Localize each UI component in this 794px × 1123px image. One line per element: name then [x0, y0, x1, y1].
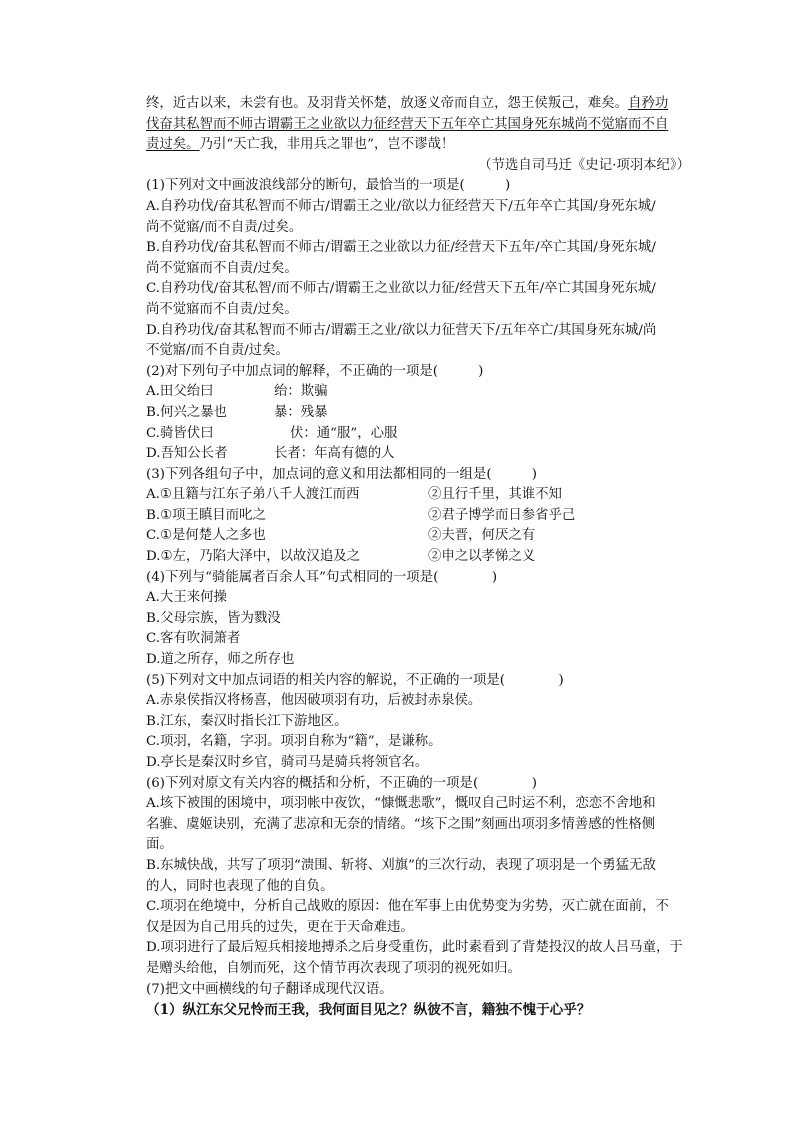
question-4-option-c: C.客有吹洞箫者	[146, 631, 241, 647]
option-explanation: 伏：通“服”，心服	[290, 425, 398, 441]
option-sentence-2: ②君子博学而日参省乎己	[428, 507, 576, 523]
option-sentence-2: ②夫晋，何厌之有	[428, 528, 536, 544]
option-sentence-2: ②且行千里，其谁不知	[428, 487, 562, 503]
question-7-stem: (7)把文中画横线的句子翻译成现代汉语。	[146, 981, 393, 997]
passage-text: 乃引“天亡我，非用兵之罪也”，岂不谬哉！	[199, 137, 455, 153]
question-6-option-b-cont: 的人，同时也表现了他的自负。	[146, 878, 334, 894]
question-2-option-d	[146, 444, 696, 465]
question-6-option-d: D.项羽进行了最后短兵相接地搏杀之后身受重伤，此时素看到了背楚投汉的故人吕马童，于	[146, 940, 683, 956]
question-6-option-c: C.项羽在绝境中，分析自己战败的原因：他在军事上由优势变为劣势，灭亡就在面前，不	[146, 899, 669, 915]
option-explanation: 绐：欺骗	[274, 384, 328, 400]
question-1-option-d-cont: 不觉寤/而不自责/过矣。	[146, 343, 289, 359]
option-sentence: D.吾知公长者	[146, 446, 228, 462]
question-2-option-c	[146, 424, 696, 445]
question-2-option-b	[146, 403, 696, 424]
question-3-option-c	[146, 526, 696, 547]
question-1-option-c: C.自矜功伐/奋其私智/而不师古/谓霸王之业欲以力征/经营天下五年/卒亡其国身死东城/	[146, 281, 656, 297]
question-1-option-b-cont: 尚不觉寤而不自责/过矣。	[146, 260, 298, 276]
question-2-option-a	[146, 382, 696, 403]
question-6-option-d-cont: 是赠头给他，自刎而死，这个情节再次表现了项羽的视死如归。	[146, 960, 521, 976]
option-sentence-1: A.①且籍与江东子弟八千人渡江而西	[146, 487, 360, 503]
option-sentence: A.田父绐曰	[146, 384, 214, 400]
source-citation: （节选自司马迁《史记·项羽本纪》）	[478, 157, 690, 173]
option-sentence: B.何兴之暴也	[146, 404, 228, 420]
question-4-option-b: B.父母宗族，皆为戮没	[146, 610, 281, 626]
question-1-option-b: B.自矜功伐/奋其私智而不师古/谓霸王之业欲以力征/经营天下五年/卒亡其国/身死东城/	[146, 240, 656, 256]
question-4-option-d: D.道之所存，师之所存也	[146, 652, 295, 668]
underlined-sentence: 伐奋其私智而不师古谓霸王之业欲以力征经营天下五年卒亡其国身死东城尚不觉寤而不自	[146, 116, 669, 132]
question-6-stem: (6)下列对原文有关内容的概括和分析，不正确的一项是( )	[146, 775, 537, 791]
passage-line-1	[146, 94, 696, 115]
question-1-option-a: A.自矜功伐/奋其私智而不师古/谓霸王之业/欲以力征经营天下/五年卒亡其国/身死东城/	[146, 198, 656, 214]
question-1-option-d: D.自矜功伐/奋其私智而不师古/谓霸王之业/欲以力征营天下/五年卒亡/其国身死东城/尚	[146, 322, 657, 338]
document-page	[146, 94, 696, 1021]
passage-text: 终，近古以来，未尝有也。及羽背关怀楚，放逐义帝而自立，怨王侯叛己，难矣。	[146, 96, 629, 111]
question-6-option-a-cont: 名骓、虞姬诀别，充满了悲凉和无奈的情绪。“垓下之围”刻画出项羽多情善感的性格侧	[146, 816, 656, 832]
question-1-stem: (1)下列对文中画波浪线部分的断句，最恰当的一项是( )	[146, 178, 511, 194]
question-3-option-b	[146, 506, 696, 527]
option-explanation: 暴：残暴	[274, 404, 328, 420]
question-3-option-d	[146, 547, 696, 568]
question-5-option-b: B.江东，秦汉时指长江下游地区。	[146, 713, 348, 729]
question-7-item-1: （1）纵江东父兄怜而王我，我何面目见之？纵彼不言，籍独不愧于心乎？	[146, 1002, 591, 1019]
underlined-sentence: 责过矣。	[146, 137, 200, 153]
option-sentence: C.骑皆伏曰	[146, 425, 214, 441]
question-4-stem: (4)下列与“骑能属者百余人耳”句式相同的一项是( )	[146, 569, 498, 585]
question-3-option-a	[146, 485, 696, 506]
question-2-stem: (2)对下列句子中加点词的解释，不正确的一项是( )	[146, 363, 484, 379]
passage-line-3	[146, 135, 696, 156]
question-5-option-d: D.亭长是秦汉时乡官，骑司马是骑兵将领官名。	[146, 755, 429, 770]
question-5-stem: (5)下列对文中加点词语的相关内容的解说，不正确的一项是( )	[146, 672, 564, 688]
option-sentence-1: C.①是何楚人之多也	[146, 528, 266, 544]
passage-line-2	[146, 115, 696, 136]
question-3-stem: (3)下列各组句子中，加点词的意义和用法都相同的一组是( )	[146, 466, 537, 482]
question-6-option-c-cont: 仅是因为自己用兵的过失，更在于天命难违。	[146, 919, 414, 935]
question-5-option-c: C.项羽，名籍，字羽。项羽自称为“籍”，是谦称。	[146, 734, 442, 750]
question-4-option-a: A.大王来何操	[146, 590, 227, 606]
question-6-option-a-cont: 面。	[146, 837, 173, 853]
option-sentence-2: ②申之以孝悌之义	[428, 549, 536, 565]
question-1-option-c-cont: 尚不觉寤而不自责/过矣。	[146, 301, 298, 317]
question-6-option-b: B.东城快战，共写了项羽“溃围、斩将、刈旗”的三次行动，表现了项羽是一个勇猛无敌	[146, 857, 656, 873]
option-explanation: 长者：年高有德的人	[274, 446, 395, 462]
question-1-option-a-cont: 尚不觉寤/而不自责/过矣。	[146, 219, 303, 235]
question-5-option-a: A.赤泉侯指汉将杨喜，他因破项羽有功，后被封赤泉侯。	[146, 693, 482, 709]
option-sentence-1: D.①左，乃陷大泽中，以故汉追及之	[146, 549, 360, 565]
question-6-option-a: A.垓下被围的困境中，项羽帐中夜饮，“慷慨悲歌”，慨叹自己时运不利，恋恋不舍地和	[146, 796, 656, 812]
underlined-sentence: 自矜功	[628, 96, 669, 111]
option-sentence-1: B.①项王瞋目而叱之	[146, 507, 266, 523]
